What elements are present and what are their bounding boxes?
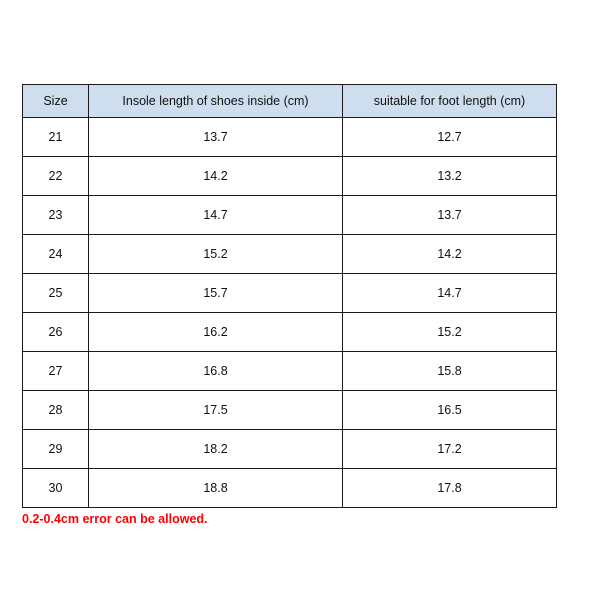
column-header-foot-length: suitable for foot length (cm) [343,85,557,118]
table-header [23,85,557,118]
column-header-insole-length: Insole length of shoes inside (cm) [89,85,343,118]
table-row [23,196,557,235]
cell-foot-length: 17.8 [343,469,557,508]
table-row [23,469,557,508]
cell-insole-length: 18.2 [89,430,343,469]
cell-foot-length: 17.2 [343,430,557,469]
cell-insole-length: 16.8 [89,352,343,391]
cell-insole-length: 15.2 [89,235,343,274]
cell-insole-length: 17.5 [89,391,343,430]
cell-insole-length: 18.8 [89,469,343,508]
cell-insole-length: 13.7 [89,118,343,157]
cell-foot-length: 15.2 [343,313,557,352]
table-row [23,391,557,430]
size-chart-table [22,84,557,508]
table-row [23,118,557,157]
table-row [23,274,557,313]
table-header-row [23,85,557,118]
cell-size: 25 [23,274,89,313]
cell-foot-length: 14.2 [343,235,557,274]
cell-size: 27 [23,352,89,391]
cell-size: 21 [23,118,89,157]
cell-size: 22 [23,157,89,196]
cell-foot-length: 15.8 [343,352,557,391]
cell-size: 28 [23,391,89,430]
cell-size: 30 [23,469,89,508]
cell-insole-length: 14.7 [89,196,343,235]
cell-foot-length: 12.7 [343,118,557,157]
table-row [23,157,557,196]
cell-foot-length: 16.5 [343,391,557,430]
error-tolerance-note: 0.2-0.4cm error can be allowed. [22,512,208,526]
cell-size: 23 [23,196,89,235]
cell-foot-length: 13.7 [343,196,557,235]
cell-foot-length: 14.7 [343,274,557,313]
cell-size: 24 [23,235,89,274]
cell-insole-length: 14.2 [89,157,343,196]
cell-insole-length: 16.2 [89,313,343,352]
column-header-size: Size [23,85,89,118]
table-row [23,235,557,274]
table-row [23,313,557,352]
size-chart-container [22,84,556,508]
cell-size: 29 [23,430,89,469]
table-row [23,430,557,469]
cell-foot-length: 13.2 [343,157,557,196]
cell-size: 26 [23,313,89,352]
table-row [23,352,557,391]
table-body [23,118,557,508]
cell-insole-length: 15.7 [89,274,343,313]
